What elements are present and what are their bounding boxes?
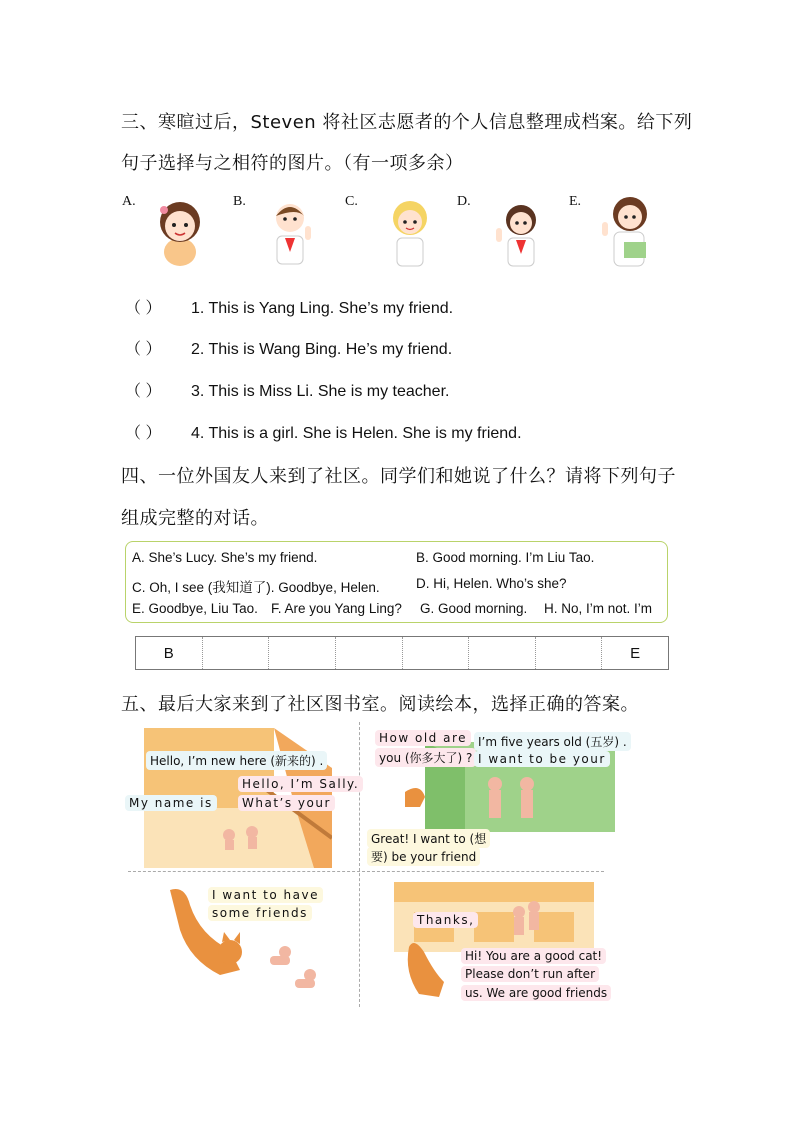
answer-sequence-row [135,636,669,670]
answer-blank[interactable]: （ ） [125,425,162,442]
panel-divider-horizontal [128,871,604,872]
dialog-option-e: E. Goodbye, Liu Tao. [132,601,258,616]
section3-heading-line2: 句子选择与之相符的图片。（有一项多余） [121,153,464,174]
dialog-option-b: B. Good morning. I’m Liu Tao. [416,550,595,565]
bubble-panel2-friend: 要) be your friend [367,847,480,866]
bubble-panel2-five: I’m five years old (五岁) . [474,732,631,751]
answer-cell-8[interactable]: E [630,644,641,662]
answer-cell-3[interactable] [269,637,336,669]
boy-picture-b [265,196,315,270]
section3-heading-line1: 三、寒暄过后，Steven 将社区志愿者的个人信息整理成档案。给下列 [121,112,693,133]
question-1 [125,295,453,318]
bubble-panel4-good-cat: Hi! You are a good cat! [461,948,606,964]
question-text: 4. This is a girl. She is Helen. She is my friend. [191,425,522,442]
answer-cell-4[interactable] [336,637,403,669]
bubble-panel3-want-to-have: I want to have [208,887,323,903]
girl-picture-d [494,198,546,272]
answer-cell-2[interactable] [203,637,270,669]
bubble-panel3-some-friends: some friends [208,905,312,921]
girl-picture-a [150,192,210,270]
bubble-panel1-my-name: My name is [125,795,217,811]
question-4 [125,420,522,443]
option-label-e: E. [569,194,582,209]
answer-blank[interactable]: （ ） [125,300,162,317]
question-text: 3. This is Miss Li. She is my teacher. [191,383,450,400]
bubble-panel2-how-old: How old are [375,730,471,746]
section4-heading-line1: 四、一位外国友人来到了社区。同学们和她说了什么？请将下列句子 [121,466,676,487]
dialog-option-a: A. She’s Lucy. She’s my friend. [132,550,318,565]
option-label-b: B. [233,194,246,209]
answer-cell-1[interactable]: B [136,637,203,669]
answer-blank[interactable]: （ ） [125,341,162,358]
section4-heading-line2: 组成完整的对话。 [121,508,269,529]
dialog-option-f: F. Are you Yang Ling? [271,601,402,616]
answer-blank[interactable]: （ ） [125,383,162,400]
question-text: 2. This is Wang Bing. He’s my friend. [191,341,453,358]
answer-cell-6[interactable] [469,637,536,669]
dialog-option-h: H. No, I’m not. I’m [544,601,653,616]
option-label-a: A. [122,194,136,209]
panel-divider-vertical [359,722,360,1007]
option-label-c: C. [345,194,358,209]
teacher-picture-e [600,192,658,272]
bubble-panel4-run-after: Please don’t run after [461,966,599,982]
answer-cell-5[interactable] [403,637,470,669]
bubble-panel2-you: you (你多大了) ? [375,748,476,767]
bubble-panel1-sally: Hello, I’m Sally. [238,776,363,792]
bubble-panel2-be-your: I want to be your [474,751,610,767]
bubble-panel2-great: Great! I want to (想 [367,829,490,848]
question-text: 1. This is Yang Ling. She’s my friend. [191,300,454,317]
dialog-option-d: D. Hi, Helen. Who’s she? [416,576,567,591]
boy-picture-c [385,196,435,272]
dialog-option-g: G. Good morning. [420,601,528,616]
bubble-panel1-new-here: Hello, I’m new here (新来的) . [146,751,327,770]
bubble-panel4-thanks: Thanks, [413,912,478,928]
section5-heading: 五、最后大家来到了社区图书室。阅读绘本，选择正确的答案。 [121,694,639,715]
dialog-option-c: C. Oh, I see (我知道了). Goodbye, Helen. [132,580,380,595]
question-3 [125,378,449,401]
bubble-panel4-good-friends: us. We are good friends [461,985,611,1001]
question-2 [125,336,452,359]
bubble-panel1-whats-your: What’s your [238,795,335,811]
option-label-d: D. [457,194,471,209]
answer-cell-7[interactable] [536,637,603,669]
